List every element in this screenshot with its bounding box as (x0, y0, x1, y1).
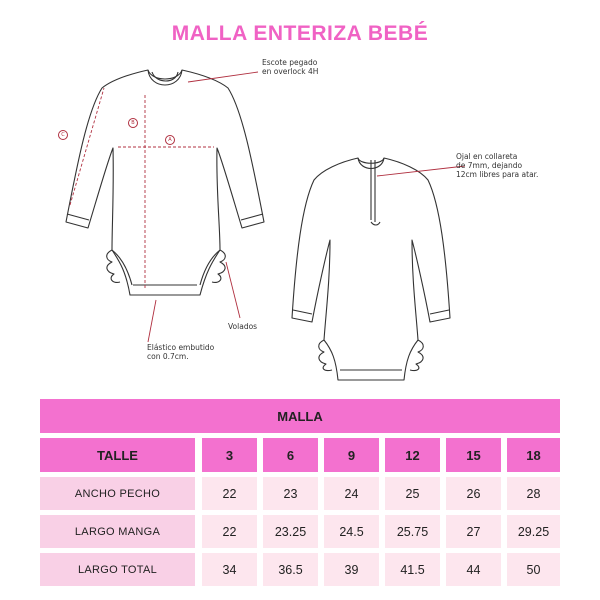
page-title: MALLA ENTERIZA BEBÉ (171, 22, 429, 45)
annotation-line: 12cm libres para atar. (456, 170, 539, 179)
table-cell: 24.5 (324, 515, 379, 548)
annotation-line: Escote pegado (262, 58, 318, 67)
table-banner: MALLA (40, 399, 560, 433)
annotation-line: con 0.7cm. (147, 352, 189, 361)
size-header: TALLE (40, 438, 195, 472)
size-column-header: 3 (202, 438, 257, 472)
measure-letter-a: A (165, 135, 175, 145)
annotation-ruffles: Volados (228, 322, 258, 331)
table-cell: 41.5 (385, 553, 440, 586)
measure-letter-b: B (128, 118, 138, 128)
table-cell: 23.25 (263, 515, 318, 548)
annotation-line: en overlock 4H (262, 67, 319, 76)
annotation-line: Ojal en collareta (456, 152, 518, 161)
table-cell: 22 (202, 477, 257, 510)
table-cell: 39 (324, 553, 379, 586)
size-column-header: 18 (507, 438, 560, 472)
annotation-line: Elástico embutido (147, 343, 215, 352)
measure-letter-c: C (58, 130, 68, 140)
table-cell: 24 (324, 477, 379, 510)
table-cell: 22 (202, 515, 257, 548)
table-cell: 50 (507, 553, 560, 586)
table-cell: 25.75 (385, 515, 440, 548)
size-column-header: 15 (446, 438, 501, 472)
size-column-header: 12 (385, 438, 440, 472)
row-label: LARGO TOTAL (40, 553, 195, 586)
table-cell: 36.5 (263, 553, 318, 586)
table-cell: 26 (446, 477, 501, 510)
table-cell: 34 (202, 553, 257, 586)
table-cell: 44 (446, 553, 501, 586)
table-cell: 28 (507, 477, 560, 510)
annotation-line: de 7mm, dejando (456, 161, 523, 170)
table-cell: 29.25 (507, 515, 560, 548)
table-cell: 27 (446, 515, 501, 548)
table-cell: 25 (385, 477, 440, 510)
row-label: ANCHO PECHO (40, 477, 195, 510)
row-label: LARGO MANGA (40, 515, 195, 548)
size-column-header: 9 (324, 438, 379, 472)
size-column-header: 6 (263, 438, 318, 472)
table-cell: 23 (263, 477, 318, 510)
